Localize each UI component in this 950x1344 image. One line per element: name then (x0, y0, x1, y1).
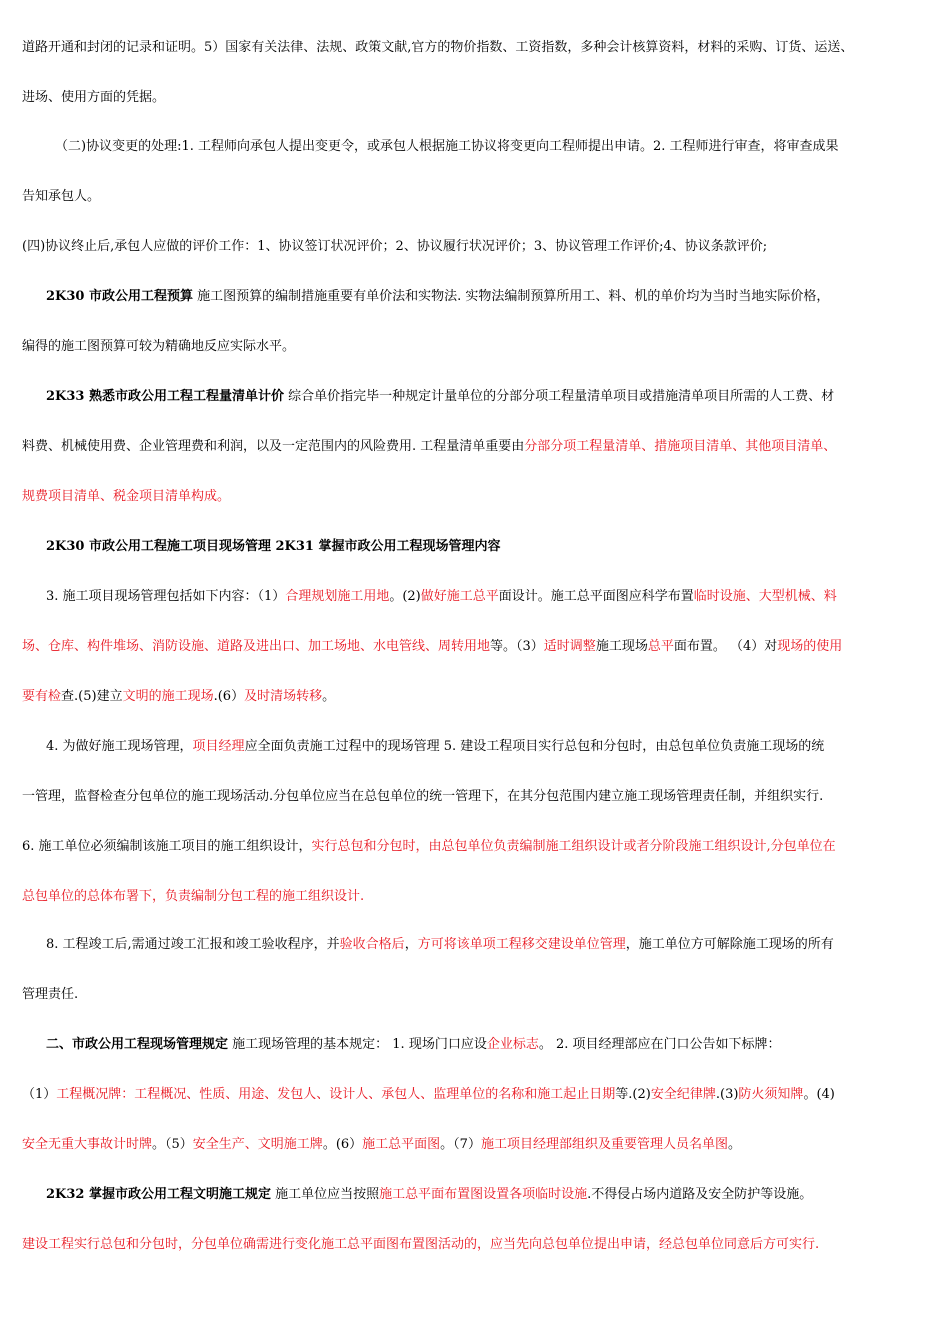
text-line (22, 1035, 942, 1055)
body-text: .(3) (715, 1087, 739, 1102)
body-text: 料费、机械使用费、企业管理费和利润，以及一定范围内的风险费用. 工程量清单重要由 (22, 439, 525, 454)
body-text: 。(6） (322, 1137, 363, 1152)
body-text: .不得侵占场内道路及安全防护等设施。 (587, 1187, 813, 1202)
body-text: 应全面负责施工过程中的现场管理 5. 建设工程项目实行总包和分包时，由总包单位负责施工现场的统 (244, 739, 825, 754)
body-text: 4. 为做好施工现场管理， (46, 739, 193, 754)
text-line (22, 88, 942, 108)
highlighted-text: 临时设施、大型机械、料 (693, 589, 837, 604)
body-text: 3. 施工项目现场管理包括如下内容：（1） (46, 589, 286, 604)
body-text: (四)协议终止后,承包人应做的评价工作：1、协议签订状况评价；2、协议履行状况评价；3、协议管理工作评价;4、协议条款评价; (22, 239, 768, 254)
highlighted-text: 适时调整 (543, 639, 596, 654)
text-line (22, 935, 942, 955)
section-heading: 二、市政公用工程现场管理规定 (46, 1037, 229, 1052)
highlighted-text: 要有检 (22, 689, 62, 704)
highlighted-text: 文明的施工现场 (122, 689, 214, 704)
highlighted-text: 总包单位的总体布署下，负责编制分包工程的施工组织设计. (22, 889, 365, 904)
text-line (22, 187, 942, 207)
highlighted-text: 项目经理 (192, 739, 245, 754)
text-line (22, 387, 942, 407)
body-text: 道路开通和封闭的记录和证明。5）国家有关法律、法规、政策文献,官方的物价指数、工资指数，多种会计核算资料，材料的采购、订货、运送、 (22, 40, 854, 55)
highlighted-text: 防火须知牌 (738, 1087, 804, 1102)
body-text: ， (404, 937, 418, 952)
highlighted-text: 分部分项工程量清单、措施项目清单、其他项目清单、 (524, 439, 837, 454)
body-text: 6. 施工单位必须编制该施工项目的施工组织设计， (22, 839, 312, 854)
body-text: 。（7） (440, 1137, 481, 1152)
text-line (22, 237, 942, 257)
highlighted-text: 规费项目清单、税金项目清单构成。 (22, 489, 231, 504)
body-text: ，施工单位方可解除施工现场的所有 (625, 937, 834, 952)
body-text: 告知承包人。 (22, 189, 101, 204)
text-line (22, 1085, 942, 1105)
text-line (22, 737, 942, 757)
body-text: 8. 工程竣工后,需通过竣工汇报和竣工验收程序，并 (46, 937, 340, 952)
body-text: 一管理，监督检查分包单位的施工现场活动.分包单位应当在总包单位的统一管理下，在其分包范围内建立施工现场管理责任制，并组织实行. (22, 789, 824, 804)
section-heading: 2K30 市政公用工程施工项目现场管理 2K31 掌握市政公用工程现场管理内容 (46, 539, 501, 554)
text-line (22, 637, 942, 657)
body-text: 施工现场 (595, 639, 648, 654)
section-heading: 2K30 市政公用工程预算 (46, 289, 193, 304)
text-line (22, 1235, 942, 1255)
section-heading: 2K33 熟悉市政公用工程工程量清单计价 (46, 389, 284, 404)
highlighted-text: 做好施工总平 (420, 589, 499, 604)
text-line (22, 687, 942, 707)
body-text: 管理责任. (22, 987, 79, 1002)
body-text: （二)协议变更的处理:1. 工程师向承包人提出变更令，或承包人根据施工协议将变更向工程师提出申请。2. 工程师进行审查，将审查成果 (55, 139, 839, 154)
highlighted-text: 企业标志 (486, 1037, 539, 1052)
body-text: 等。（3） (490, 639, 544, 654)
highlighted-text: 工程概况牌：工程概况、性质、用途、发包人、设计人、承包人、监理单位的名称和施工起止日期 (56, 1087, 616, 1102)
highlighted-text: 施工总平面图 (362, 1137, 441, 1152)
text-line (22, 537, 942, 557)
text-line (22, 1135, 942, 1155)
body-text: 等.(2) (615, 1087, 651, 1102)
highlighted-text: 安全生产、文明施工牌 (192, 1137, 323, 1152)
body-text: 进场、使用方面的凭据。 (22, 90, 166, 105)
highlighted-text: 建设工程实行总包和分包时，分包单位确需进行变化施工总平面图布置图活动的，应当先向总包单位提出申请，经总包单位同意后方可实行. (22, 1237, 820, 1252)
body-text: 。(4) (803, 1087, 835, 1102)
body-text: 查.(5)建立 (61, 689, 123, 704)
highlighted-text: 及时清场转移 (244, 689, 323, 704)
text-line (22, 587, 942, 607)
text-line (22, 1185, 942, 1205)
section-heading: 2K32 掌握市政公用工程文明施工规定 (46, 1187, 271, 1202)
highlighted-text: 验收合格后 (339, 937, 405, 952)
text-line (22, 137, 942, 157)
body-text: 施工图预算的编制措施重要有单价法和实物法. 实物法编制预算所用工、料、机的单价均为当时当地实际价格， (192, 289, 830, 304)
text-line (22, 985, 942, 1005)
highlighted-text: 安全纪律牌 (650, 1087, 716, 1102)
body-text: （1） (22, 1087, 57, 1102)
highlighted-text: 现场的使用 (777, 639, 843, 654)
highlighted-text: 安全无重大事故计时牌 (22, 1137, 153, 1152)
body-text: 面布置。 （4）对 (673, 639, 778, 654)
text-line (22, 887, 942, 907)
highlighted-text: 施工总平面布置图设置各项临时设施 (379, 1187, 588, 1202)
text-line (22, 287, 942, 307)
body-text: 。 (322, 689, 336, 704)
text-line (22, 337, 942, 357)
text-line (22, 787, 942, 807)
highlighted-text: 场、仓库、构件堆场、消防设施、道路及进出口、加工场地、水电管线、周转用地 (22, 639, 491, 654)
text-line (22, 837, 942, 857)
text-line (22, 487, 942, 507)
body-text: 。（5） (152, 1137, 193, 1152)
body-text: 综合单价指完毕一种规定计量单位的分部分项工程量清单项目或措施清单项目所需的人工费、材 (283, 389, 835, 404)
text-line (22, 38, 942, 58)
highlighted-text: 施工项目经理部组织及重要管理人员名单图 (480, 1137, 728, 1152)
body-text: 施工现场管理的基本规定： 1. 现场门口应设 (228, 1037, 487, 1052)
highlighted-text: 实行总包和分包时，由总包单位负责编制施工组织设计或者分阶段施工组织设计,分包单位在 (311, 839, 836, 854)
body-text: .(6） (213, 689, 245, 704)
body-text: 。(2) (389, 589, 421, 604)
body-text: 施工单位应当按照 (270, 1187, 380, 1202)
body-text: 。 (727, 1137, 741, 1152)
highlighted-text: 总平 (647, 639, 674, 654)
body-text: 。 2. 项目经理部应在门口公告如下标牌： (538, 1037, 781, 1052)
body-text: 编得的施工图预算可较为精确地反应实际水平。 (22, 339, 296, 354)
highlighted-text: 合理规划施工用地 (285, 589, 390, 604)
text-line (22, 437, 942, 457)
highlighted-text: 方可将该单项工程移交建设单位管理 (417, 937, 626, 952)
body-text: 面设计。施工总平面图应科学布置 (498, 589, 694, 604)
